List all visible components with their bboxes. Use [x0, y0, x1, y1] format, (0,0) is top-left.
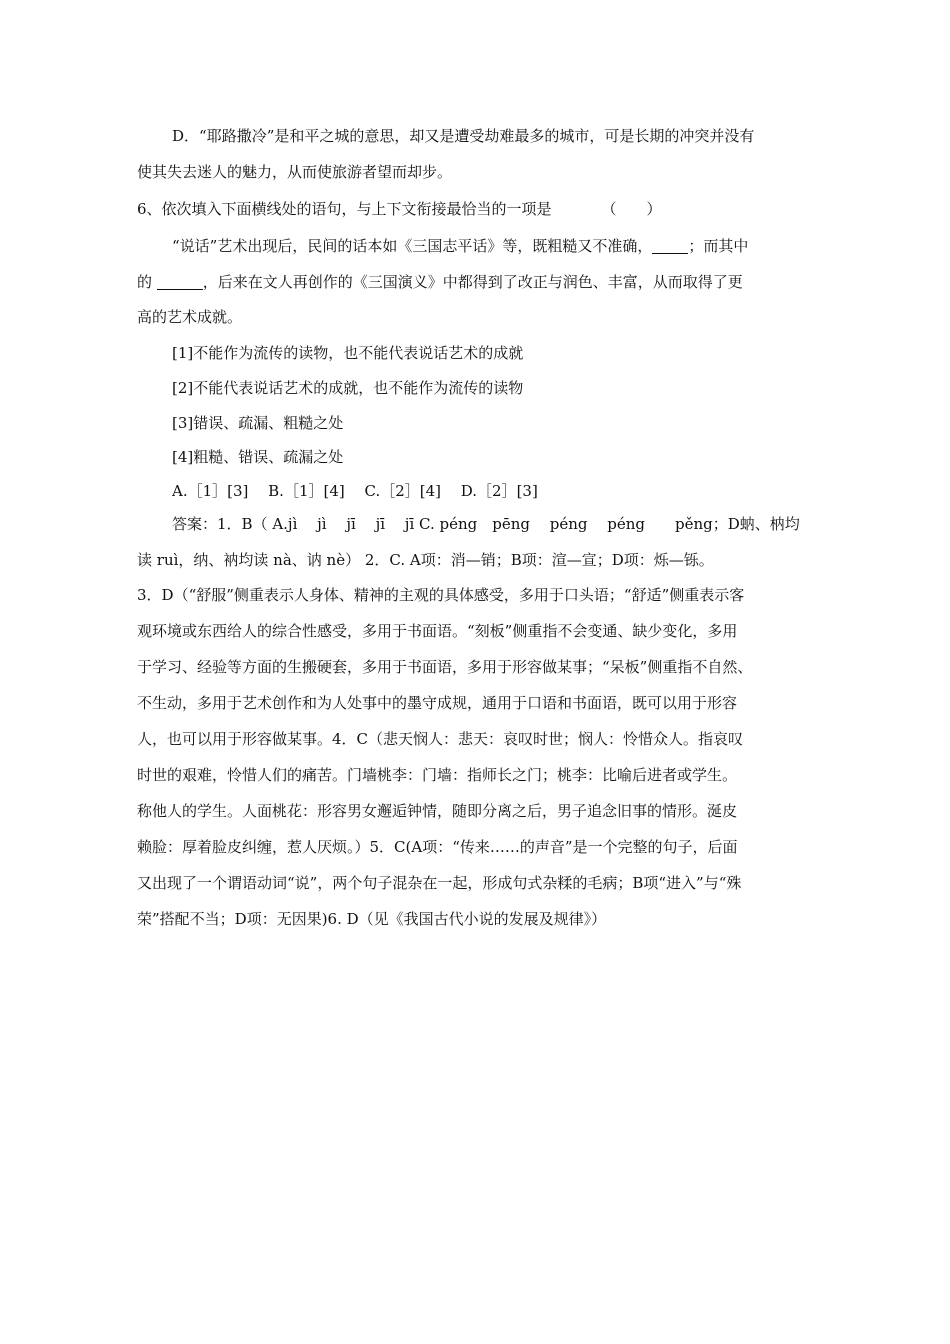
item-2: [2]不能代表说话艺术的成就，也不能作为流传的读物: [172, 379, 524, 397]
passage-text-a: “说话”艺术出现后，民间的话本如《三国志平话》等，既粗糙又不准确，: [172, 237, 653, 255]
answer-line-11: 又出现了一个谓语动词“说”，两个句子混杂在一起，形成句式杂糅的毛病；B项“进入”与“殊: [137, 874, 742, 892]
answer-line-4: 观环境或东西给人的综合性感受，多用于书面语。“刻板”侧重指不会变通、缺少变化，多用: [137, 622, 738, 640]
answer-line-10: 赖脸：厚着脸皮纠缠，惹人厌烦。）5．C(A项：“传来……的声音”是一个完整的句子，后面: [137, 838, 738, 856]
answer-line-3: 3．D（“舒服”侧重表示人身体、精神的主观的具体感受，多用于口头语；“舒适”侧重表示客: [137, 586, 745, 604]
item-3: [3]错误、疏漏、粗糙之处: [172, 414, 344, 432]
passage-line-1: [172, 235, 827, 256]
item-1: [1]不能作为流传的读物，也不能代表说话艺术的成就: [172, 344, 524, 362]
answer-choices: A.［1］[3] B.［1］[4] C.［2］[4] D.［2］[3]: [172, 482, 538, 500]
answer-line-12: 荣”搭配不当；D项：无因果)6. D（见《我国古代小说的发展及规律》）: [137, 910, 607, 928]
answer-line-7: 人，也可以用于形容做某事。4．C（悲天悯人：悲天：哀叹时世；悯人：怜惜众人。指哀叹: [137, 730, 744, 748]
question-6-text: 6、依次填入下面横线处的语句，与上下文衔接最恰当的一项是: [137, 200, 552, 218]
passage-text-c: 的: [137, 273, 157, 291]
answer-line-6: 不生动，多用于艺术创作和为人处事中的墨守成规，通用于口语和书面语，既可以用于形容: [137, 694, 738, 712]
passage-line-2: [137, 271, 827, 292]
fill-blank-1[interactable]: [652, 235, 688, 254]
answer-line-9: 称他人的学生。人面桃花：形容男女邂逅钟情，随即分离之后，男子追念旧事的情形。涎皮: [137, 802, 738, 820]
passage-text-b: ；而其中: [688, 237, 749, 255]
passage-line-3: 高的艺术成就。: [137, 308, 243, 326]
passage-text-d: ，后来在文人再创作的《三国演义》中都得到了改正与润色、丰富，从而取得了更: [202, 273, 743, 291]
option-d-line-1: D．“耶路撒冷”是和平之城的意思，却又是遭受劫难最多的城市，可是长期的冲突并没有: [172, 127, 755, 145]
question-6-stem: [137, 199, 827, 219]
option-d-line-2: 使其失去迷人的魅力，从而使旅游者望而却步。: [137, 163, 453, 181]
answer-line-5: 于学习、经验等方面的生搬硬套，多用于书面语，多用于形容做某事；“呆板”侧重指不自然、: [137, 658, 753, 676]
fill-blank-2[interactable]: [157, 271, 203, 290]
answer-parentheses: （ ）: [601, 200, 662, 218]
answer-line-2: 读 ruì，纳、衲均读 nà、讷 nè） 2．C. A项：消—销；B项：渲—宣；D项：烁—铄。: [137, 551, 714, 569]
answer-line-1: 答案：1．B（ A.jì jì jī jī jī C. péng pēng péng péng pěng；D蚋、枘均: [172, 515, 800, 533]
answer-line-8: 时世的艰难，怜惜人们的痛苦。门墙桃李：门墙：指师长之门；桃李：比喻后进者或学生。: [137, 766, 738, 784]
item-4: [4]粗糙、错误、疏漏之处: [172, 448, 344, 466]
